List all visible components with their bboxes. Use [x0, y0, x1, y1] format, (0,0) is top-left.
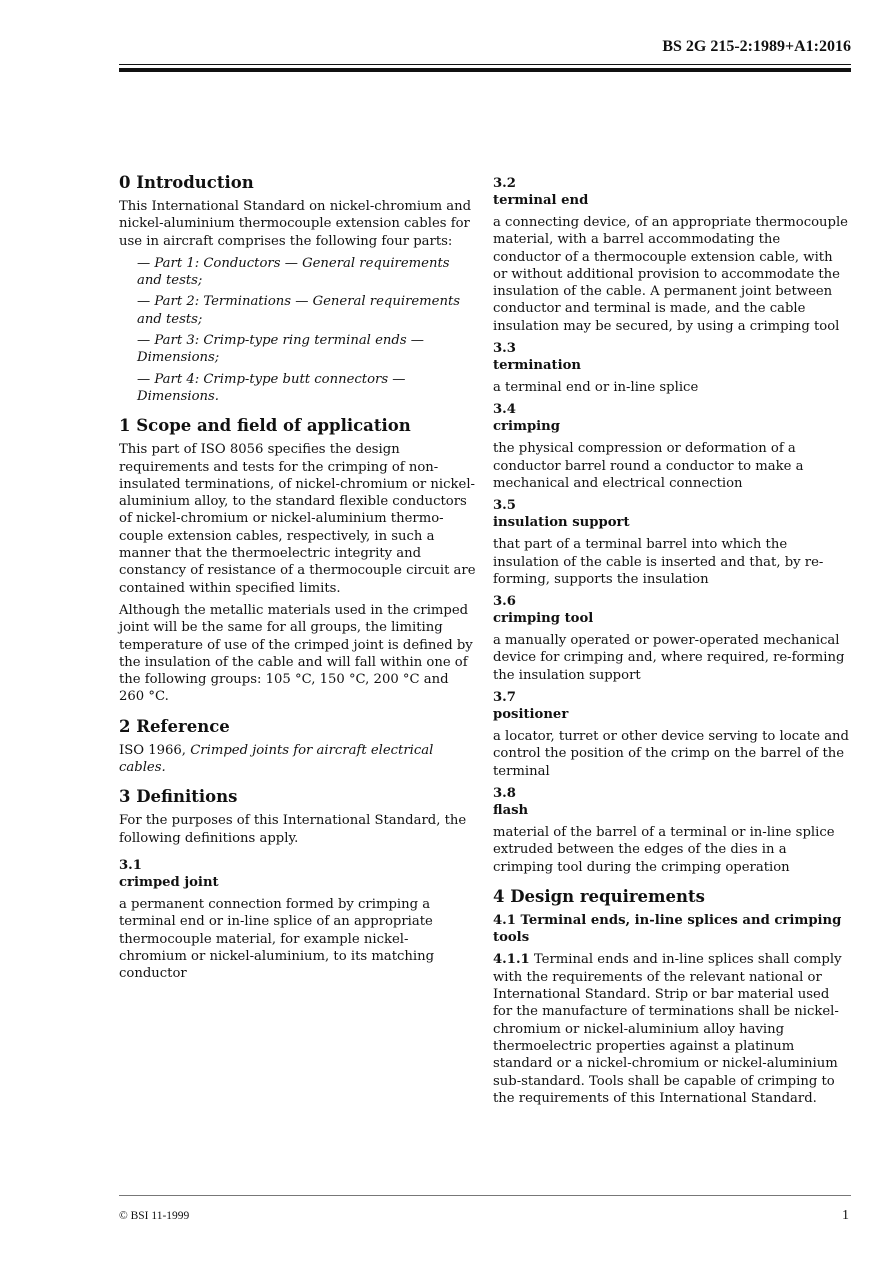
definition-text: the physical compression or deformation of a conductor barrel round a conductor to make a mechanical and electrical connection: [493, 441, 804, 491]
design-subheading: 4.1 Terminal ends, in-line splices and crimping tools: [493, 912, 842, 946]
definitions-intro: For the purposes of this International Standard, the following definitions apply.: [119, 813, 467, 846]
part-list-item: — Part 2: Terminations — General requirements and tests;: [137, 294, 461, 327]
reference-title: Crimped joints for aircraft electrical cables.: [119, 742, 434, 776]
definition-number: 3.2: [493, 176, 516, 191]
definition-text: material of the barrel of a terminal or in-line splice extruded between the edges of the dies in a crimping tool during the crimping operation: [493, 824, 835, 875]
definition-number: 3.3: [493, 341, 516, 357]
part-list-item: — Part 1: Conductors — General requirements and tests;: [137, 255, 450, 289]
part-list-item: — Part 3: Crimp-type ring terminal ends — Dimensions;: [137, 333, 424, 366]
definition-term: crimping tool: [493, 611, 594, 627]
definition-term: termination: [493, 358, 582, 374]
header-rule-thick: [119, 68, 851, 72]
definition-number: 3.1: [119, 857, 142, 873]
definition-term: insulation support: [493, 515, 630, 531]
scope-paragraph-1: This part of ISO 8056 specifies the design requirements and tests for the crimping of non-insulated terminations, of nickel-chromium or nickel-aluminium alloy, to the standard flexible conductors of nickel-chromium or nickel-aluminium thermo-couple extension cables, respectively, in such a manner that the thermoelectric integrity and constancy of resistance of a thermocouple circuit are contained within specified limits.: [119, 442, 476, 596]
definition-term: crimping: [493, 419, 560, 435]
reference-entry: [119, 742, 476, 777]
design-requirements-heading: 4 Design requirements: [493, 886, 705, 906]
reference-code: ISO 1966,: [119, 742, 191, 758]
definition-number: 3.7: [493, 690, 516, 706]
definition-number: 3.4: [493, 402, 516, 418]
definition-text: a terminal end or in-line splice: [493, 380, 699, 396]
part-list-item: — Part 4: Crimp-type butt connectors — Dimensions.: [137, 371, 406, 404]
definition-number: 3.6: [493, 594, 516, 610]
introduction-heading: 0 Introduction: [119, 173, 254, 192]
definition-text: a connecting device, of an appropriate thermocouple material, with a barrel accommodating the conductor of a thermocouple extension cable, with or without additional provision to accommodate the insulation of the cable. A permanent joint between conductor and terminal is made, and the cable insulation may be secured, by using a crimping tool: [493, 215, 848, 334]
document-identifier: BS 2G 215-2:1989+A1:2016: [662, 38, 851, 55]
header-rule-thin: [119, 64, 851, 65]
page-number: 1: [842, 1208, 849, 1223]
definition-text: a permanent connection formed by crimping a terminal end or in-line splice of an appropriate thermocouple material, for example nickel-chromium or nickel-aluminium, to its matching conductor: [119, 896, 435, 982]
clause-text: Terminal ends and in-line splices shall comply with the requirements of the relevant national or International Standard. Strip or bar material used for the manufacture of terminations shall be nickel-chromium or nickel-aluminium alloy having thermoelectric properties against a platinum standard or a nickel-chromium or nickel-aluminium sub-standard. Tools shall be capable of crimping to the requirements of this International Standard.: [493, 952, 842, 1106]
definition-text: a locator, turret or other device serving to locate and control the position of the crimp on the barrel of the terminal: [493, 729, 849, 779]
definition-text: that part of a terminal barrel into which the insulation of the cable is inserted and that, by re-forming, supports the insulation: [493, 537, 824, 587]
left-column: [119, 172, 476, 988]
clause-number: 4.1.1: [493, 952, 530, 968]
reference-heading: 2 Reference: [119, 716, 230, 736]
definition-term: terminal end: [493, 193, 589, 208]
introduction-paragraph: This International Standard on nickel-chromium and nickel-aluminium thermocouple extension cables for use in aircraft comprises the following four parts:: [119, 199, 472, 249]
scope-paragraph-2: Although the metallic materials used in the crimped joint will be the same for all groups, the limiting temperature of use of the crimped joint is defined by the insulation of the cable and will fall within one of the following groups: 105 °C, 150 °C, 200 °C and 260 °C.: [119, 602, 473, 705]
definition-term: positioner: [493, 707, 569, 723]
definitions-heading: 3 Definitions: [119, 787, 238, 807]
definition-term: flash: [493, 802, 529, 818]
definition-number: 3.8: [493, 785, 516, 801]
footer-rule: [119, 1195, 851, 1196]
clause-paragraph: [493, 951, 850, 1107]
definition-term: crimped joint: [119, 874, 219, 890]
right-column: [493, 176, 850, 1112]
definition-text: a manually operated or power-operated mechanical device for crimping and, where required, re-forming the insulation support: [493, 633, 845, 683]
scope-heading: 1 Scope and field of application: [119, 416, 411, 436]
definition-number: 3.5: [493, 498, 516, 514]
copyright-notice: © BSI 11-1999: [119, 1210, 190, 1222]
